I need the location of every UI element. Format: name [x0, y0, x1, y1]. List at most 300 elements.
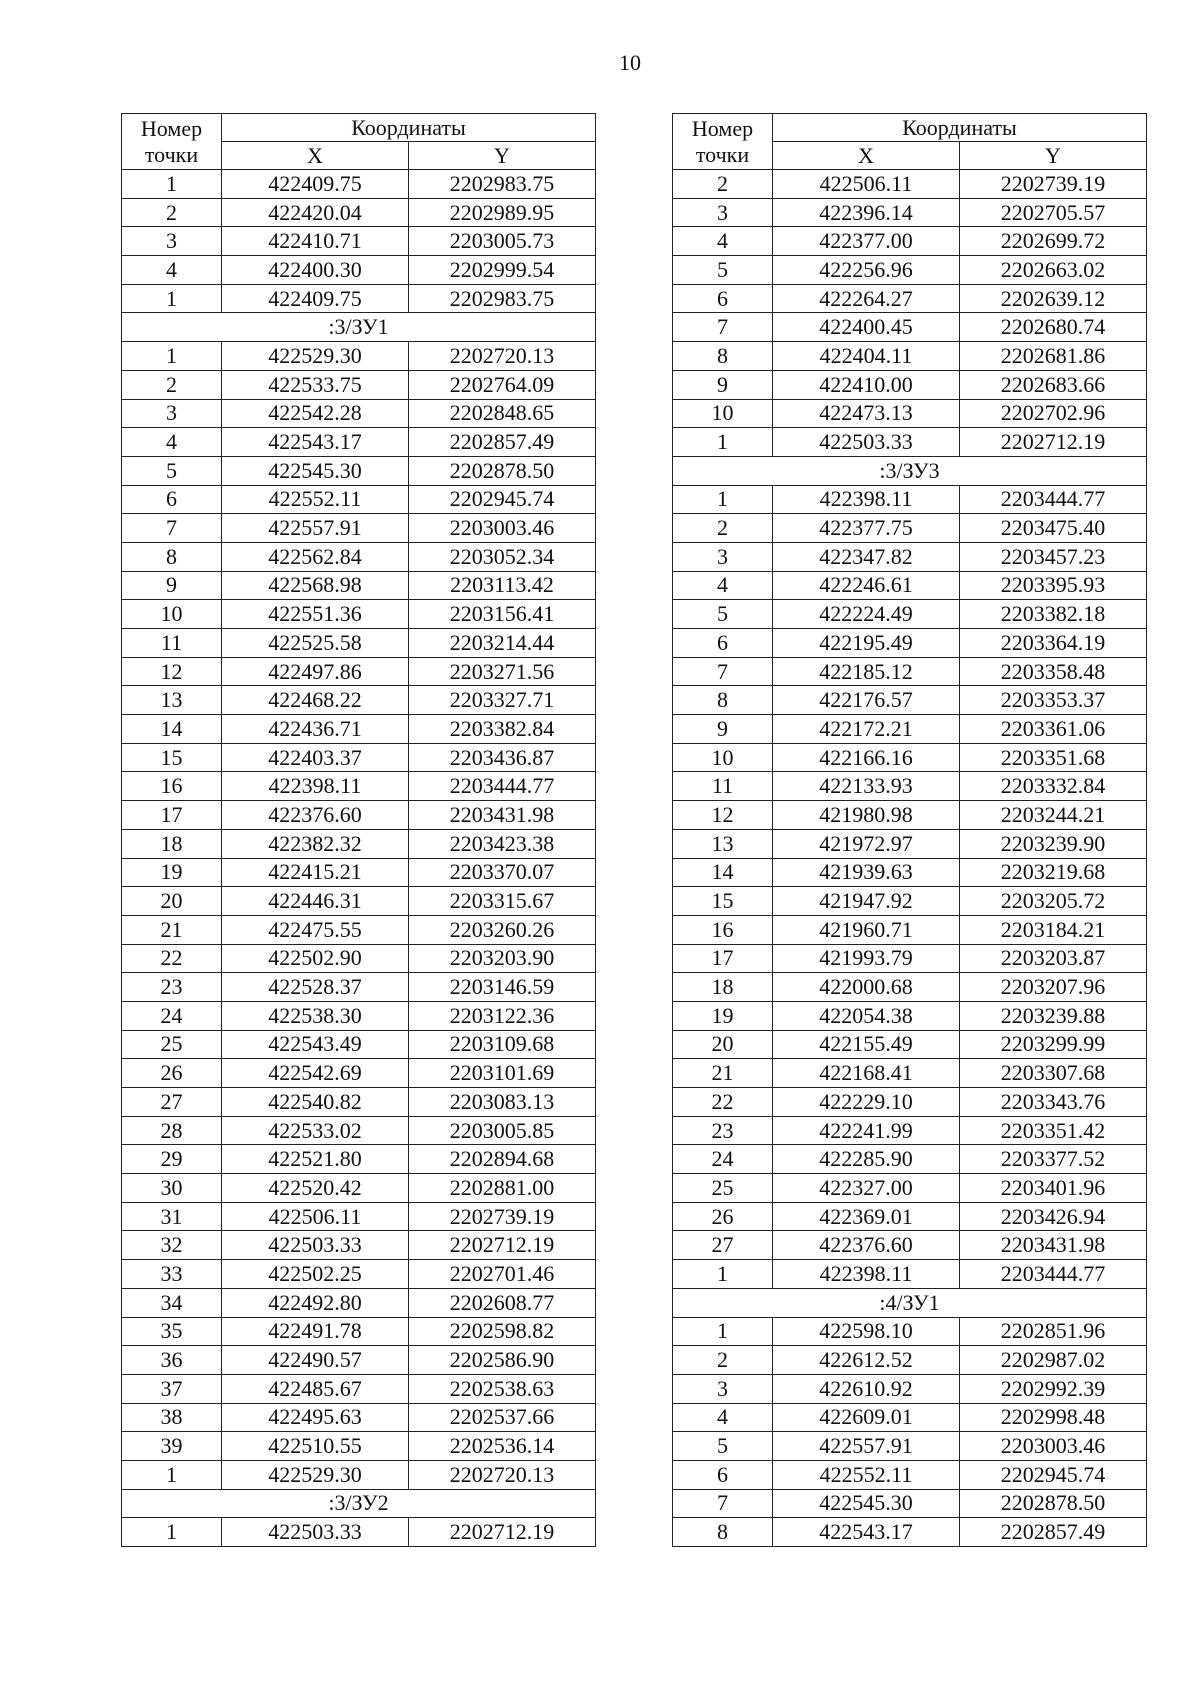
- table-row: [673, 1260, 1147, 1289]
- y-coordinate-cell: 2203003.46: [960, 1432, 1147, 1461]
- x-coordinate-cell: 422502.90: [222, 944, 409, 973]
- y-coordinate-cell: 2203005.73: [409, 227, 596, 256]
- table-row: [122, 542, 596, 571]
- x-coordinate-cell: 422612.52: [773, 1346, 960, 1375]
- y-coordinate-cell: 2203475.40: [960, 514, 1147, 543]
- y-coordinate-cell: 2202998.48: [960, 1403, 1147, 1432]
- table-row: [122, 456, 596, 485]
- y-coordinate-cell: 2202702.96: [960, 399, 1147, 428]
- table-row: [122, 342, 596, 371]
- x-coordinate-cell: 422446.31: [222, 887, 409, 916]
- point-number-cell: 17: [122, 801, 222, 830]
- point-number-cell: 3: [673, 1374, 773, 1403]
- y-coordinate-cell: 2203457.23: [960, 542, 1147, 571]
- x-coordinate-cell: 422377.00: [773, 227, 960, 256]
- y-coordinate-cell: 2202739.19: [960, 170, 1147, 199]
- point-number-cell: 4: [673, 571, 773, 600]
- x-coordinate-cell: 422409.75: [222, 284, 409, 313]
- y-coordinate-cell: 2202720.13: [409, 1460, 596, 1489]
- table-row: [673, 370, 1147, 399]
- x-coordinate-cell: 422420.04: [222, 198, 409, 227]
- y-header: Y: [960, 142, 1147, 170]
- table-row: [673, 1346, 1147, 1375]
- x-coordinate-cell: 422172.21: [773, 715, 960, 744]
- x-coordinate-cell: 422557.91: [773, 1432, 960, 1461]
- point-number-cell: 14: [673, 858, 773, 887]
- table-row: [673, 1374, 1147, 1403]
- y-coordinate-cell: 2202701.46: [409, 1260, 596, 1289]
- table-row: [673, 1403, 1147, 1432]
- x-coordinate-cell: 422347.82: [773, 542, 960, 571]
- point-number-cell: 37: [122, 1374, 222, 1403]
- point-number-cell: 25: [673, 1174, 773, 1203]
- y-coordinate-cell: 2203214.44: [409, 629, 596, 658]
- point-number-cell: 4: [673, 1403, 773, 1432]
- table-row: [122, 1403, 596, 1432]
- x-coordinate-cell: 422473.13: [773, 399, 960, 428]
- coordinates-header: Координаты: [222, 114, 596, 142]
- section-label: :4/ЗУ1: [673, 1288, 1147, 1317]
- y-coordinate-cell: 2203239.90: [960, 829, 1147, 858]
- table-row: [122, 858, 596, 887]
- x-coordinate-cell: 422195.49: [773, 629, 960, 658]
- y-coordinate-cell: 2203401.96: [960, 1174, 1147, 1203]
- x-coordinate-cell: 422054.38: [773, 1001, 960, 1030]
- point-number-cell: 28: [122, 1116, 222, 1145]
- table-row: [122, 657, 596, 686]
- point-number-cell: 18: [673, 973, 773, 1002]
- table-row: [122, 1001, 596, 1030]
- point-number-cell: 1: [673, 1260, 773, 1289]
- table-row: [673, 1059, 1147, 1088]
- table-row: [673, 342, 1147, 371]
- point-number-cell: 6: [673, 284, 773, 313]
- point-number-cell: 32: [122, 1231, 222, 1260]
- point-number-cell: 23: [122, 973, 222, 1002]
- table-row: [673, 284, 1147, 313]
- y-coordinate-cell: 2203377.52: [960, 1145, 1147, 1174]
- x-coordinate-cell: 422543.17: [773, 1518, 960, 1547]
- point-number-cell: 5: [673, 256, 773, 285]
- point-number-cell: 1: [673, 485, 773, 514]
- x-coordinate-cell: 422485.67: [222, 1374, 409, 1403]
- y-coordinate-cell: 2203184.21: [960, 915, 1147, 944]
- table-row: [673, 801, 1147, 830]
- table-row: [673, 514, 1147, 543]
- x-coordinate-cell: 422377.75: [773, 514, 960, 543]
- x-coordinate-cell: 421980.98: [773, 801, 960, 830]
- table-row: [673, 915, 1147, 944]
- table-row: [122, 256, 596, 285]
- x-coordinate-cell: 421993.79: [773, 944, 960, 973]
- point-number-cell: 8: [673, 342, 773, 371]
- table-row: [122, 1432, 596, 1461]
- point-number-cell: 1: [122, 1460, 222, 1489]
- y-coordinate-cell: 2203307.68: [960, 1059, 1147, 1088]
- point-number-cell: 36: [122, 1346, 222, 1375]
- point-number-cell: 7: [673, 1489, 773, 1518]
- point-number-cell: 19: [673, 1001, 773, 1030]
- x-coordinate-cell: 422000.68: [773, 973, 960, 1002]
- point-number-cell: 33: [122, 1260, 222, 1289]
- y-coordinate-cell: 2202598.82: [409, 1317, 596, 1346]
- x-coordinate-cell: 422529.30: [222, 1460, 409, 1489]
- x-coordinate-cell: 422598.10: [773, 1317, 960, 1346]
- point-number-header: [673, 114, 773, 170]
- y-coordinate-cell: 2203260.26: [409, 915, 596, 944]
- point-number-cell: 3: [122, 227, 222, 256]
- point-number-header-line1: Номер: [691, 115, 754, 141]
- x-coordinate-cell: 422540.82: [222, 1088, 409, 1117]
- table-row: [673, 829, 1147, 858]
- point-number-cell: 5: [673, 1432, 773, 1461]
- y-coordinate-cell: 2203351.42: [960, 1116, 1147, 1145]
- y-coordinate-cell: 2203207.96: [960, 973, 1147, 1002]
- point-number-header-line1: Номер: [140, 115, 203, 141]
- point-number-cell: 14: [122, 715, 222, 744]
- x-coordinate-cell: 422400.45: [773, 313, 960, 342]
- y-coordinate-cell: 2203431.98: [960, 1231, 1147, 1260]
- point-number-cell: 3: [122, 399, 222, 428]
- point-number-cell: 6: [673, 1460, 773, 1489]
- y-coordinate-cell: 2203052.34: [409, 542, 596, 571]
- x-coordinate-cell: 422490.57: [222, 1346, 409, 1375]
- x-coordinate-cell: 422404.11: [773, 342, 960, 371]
- point-number-cell: 7: [673, 313, 773, 342]
- y-coordinate-cell: 2202992.39: [960, 1374, 1147, 1403]
- point-number-cell: 21: [122, 915, 222, 944]
- table-body: [122, 170, 596, 1547]
- y-coordinate-cell: 2202999.54: [409, 256, 596, 285]
- table-row: [122, 1116, 596, 1145]
- table-row: [673, 170, 1147, 199]
- y-coordinate-cell: 2203370.07: [409, 858, 596, 887]
- x-coordinate-cell: 422502.25: [222, 1260, 409, 1289]
- section-label: :3/ЗУ2: [122, 1489, 596, 1518]
- table-row: [673, 629, 1147, 658]
- table-row: [673, 715, 1147, 744]
- y-coordinate-cell: 2202857.49: [960, 1518, 1147, 1547]
- x-coordinate-cell: 422398.11: [773, 485, 960, 514]
- x-coordinate-cell: 422545.30: [773, 1489, 960, 1518]
- table-row: [673, 743, 1147, 772]
- table-row: [122, 887, 596, 916]
- x-coordinate-cell: 422398.11: [222, 772, 409, 801]
- table-row: [122, 1518, 596, 1547]
- x-coordinate-cell: 422155.49: [773, 1030, 960, 1059]
- y-header: Y: [409, 142, 596, 170]
- y-coordinate-cell: 2202663.02: [960, 256, 1147, 285]
- y-coordinate-cell: 2203244.21: [960, 801, 1147, 830]
- point-number-cell: 1: [122, 1518, 222, 1547]
- y-coordinate-cell: 2203444.77: [960, 1260, 1147, 1289]
- y-coordinate-cell: 2202983.75: [409, 170, 596, 199]
- x-coordinate-cell: 422492.80: [222, 1288, 409, 1317]
- point-number-cell: 10: [673, 743, 773, 772]
- table-row: [673, 1116, 1147, 1145]
- table-row: [673, 198, 1147, 227]
- y-coordinate-cell: 2202945.74: [409, 485, 596, 514]
- x-coordinate-cell: 422369.01: [773, 1202, 960, 1231]
- point-number-cell: 19: [122, 858, 222, 887]
- point-number-cell: 34: [122, 1288, 222, 1317]
- y-coordinate-cell: 2203146.59: [409, 973, 596, 1002]
- table-row: [122, 1174, 596, 1203]
- page-number: 10: [619, 50, 641, 75]
- point-number-cell: 3: [673, 542, 773, 571]
- point-number-cell: 4: [122, 256, 222, 285]
- x-coordinate-cell: 422609.01: [773, 1403, 960, 1432]
- y-coordinate-cell: 2202989.95: [409, 198, 596, 227]
- table-row: [673, 858, 1147, 887]
- y-coordinate-cell: 2202878.50: [409, 456, 596, 485]
- y-coordinate-cell: 2203327.71: [409, 686, 596, 715]
- x-coordinate-cell: 422185.12: [773, 657, 960, 686]
- point-number-cell: 2: [673, 514, 773, 543]
- y-coordinate-cell: 2203315.67: [409, 887, 596, 916]
- table-row: [122, 915, 596, 944]
- point-number-cell: 2: [122, 198, 222, 227]
- x-coordinate-cell: 422520.42: [222, 1174, 409, 1203]
- y-coordinate-cell: 2203332.84: [960, 772, 1147, 801]
- point-number-header: [122, 114, 222, 170]
- y-coordinate-cell: 2203431.98: [409, 801, 596, 830]
- x-coordinate-cell: 422495.63: [222, 1403, 409, 1432]
- y-coordinate-cell: 2202881.00: [409, 1174, 596, 1203]
- point-number-cell: 22: [122, 944, 222, 973]
- table-row: [673, 944, 1147, 973]
- y-coordinate-cell: 2203156.41: [409, 600, 596, 629]
- point-number-cell: 9: [673, 370, 773, 399]
- point-number-cell: 13: [673, 829, 773, 858]
- table-row: [122, 1317, 596, 1346]
- table-row: [673, 227, 1147, 256]
- x-coordinate-cell: 422528.37: [222, 973, 409, 1002]
- y-coordinate-cell: 2202536.14: [409, 1432, 596, 1461]
- table-row: [673, 973, 1147, 1002]
- x-coordinate-cell: 422552.11: [773, 1460, 960, 1489]
- section-row: [122, 1489, 596, 1518]
- table-row: [122, 485, 596, 514]
- x-coordinate-cell: 422545.30: [222, 456, 409, 485]
- x-header: X: [773, 142, 960, 170]
- point-number-cell: 1: [122, 284, 222, 313]
- table-row: [122, 1346, 596, 1375]
- coordinates-table-left: [121, 113, 596, 1547]
- y-coordinate-cell: 2202894.68: [409, 1145, 596, 1174]
- table-row: [122, 1030, 596, 1059]
- x-coordinate-cell: 422398.11: [773, 1260, 960, 1289]
- point-number-cell: 27: [673, 1231, 773, 1260]
- y-coordinate-cell: 2203358.48: [960, 657, 1147, 686]
- table-row: [673, 1460, 1147, 1489]
- point-number-cell: 18: [122, 829, 222, 858]
- point-number-cell: 3: [673, 198, 773, 227]
- table-row: [673, 1030, 1147, 1059]
- y-coordinate-cell: 2202537.66: [409, 1403, 596, 1432]
- x-coordinate-cell: 421947.92: [773, 887, 960, 916]
- point-number-cell: 4: [673, 227, 773, 256]
- table-row: [673, 686, 1147, 715]
- y-coordinate-cell: 2203436.87: [409, 743, 596, 772]
- table-body: [673, 170, 1147, 1547]
- y-coordinate-cell: 2202712.19: [409, 1231, 596, 1260]
- coordinates-header: Координаты: [773, 114, 1147, 142]
- y-coordinate-cell: 2202848.65: [409, 399, 596, 428]
- x-coordinate-cell: 422538.30: [222, 1001, 409, 1030]
- point-number-cell: 1: [122, 170, 222, 199]
- x-header: X: [222, 142, 409, 170]
- x-coordinate-cell: 422503.33: [222, 1231, 409, 1260]
- coordinates-table-right: [672, 113, 1147, 1547]
- x-coordinate-cell: 422410.71: [222, 227, 409, 256]
- x-coordinate-cell: 422415.21: [222, 858, 409, 887]
- point-number-cell: 10: [673, 399, 773, 428]
- y-coordinate-cell: 2203205.72: [960, 887, 1147, 916]
- point-number-cell: 29: [122, 1145, 222, 1174]
- table-row: [673, 1202, 1147, 1231]
- x-coordinate-cell: 422327.00: [773, 1174, 960, 1203]
- y-coordinate-cell: 2203005.85: [409, 1116, 596, 1145]
- x-coordinate-cell: 422410.00: [773, 370, 960, 399]
- x-coordinate-cell: 422543.49: [222, 1030, 409, 1059]
- point-number-cell: 11: [673, 772, 773, 801]
- y-coordinate-cell: 2202720.13: [409, 342, 596, 371]
- point-number-cell: 16: [122, 772, 222, 801]
- point-number-cell: 2: [122, 370, 222, 399]
- table-row: [122, 1231, 596, 1260]
- section-row: [673, 1288, 1147, 1317]
- section-label: :3/ЗУ1: [122, 313, 596, 342]
- x-coordinate-cell: 422241.99: [773, 1116, 960, 1145]
- point-number-cell: 9: [673, 715, 773, 744]
- point-number-cell: 17: [673, 944, 773, 973]
- table-row: [122, 944, 596, 973]
- y-coordinate-cell: 2202857.49: [409, 428, 596, 457]
- point-number-cell: 4: [122, 428, 222, 457]
- x-coordinate-cell: 422133.93: [773, 772, 960, 801]
- y-coordinate-cell: 2202538.63: [409, 1374, 596, 1403]
- y-coordinate-cell: 2203113.42: [409, 571, 596, 600]
- y-coordinate-cell: 2203444.77: [409, 772, 596, 801]
- y-coordinate-cell: 2203101.69: [409, 1059, 596, 1088]
- y-coordinate-cell: 2202739.19: [409, 1202, 596, 1231]
- point-number-cell: 12: [122, 657, 222, 686]
- point-number-cell: 2: [673, 1346, 773, 1375]
- point-number-cell: 7: [673, 657, 773, 686]
- table-row: [122, 686, 596, 715]
- point-number-cell: 8: [673, 686, 773, 715]
- table-row: [673, 600, 1147, 629]
- section-label: :3/ЗУ3: [673, 456, 1147, 485]
- x-coordinate-cell: 422562.84: [222, 542, 409, 571]
- y-coordinate-cell: 2203109.68: [409, 1030, 596, 1059]
- x-coordinate-cell: 422176.57: [773, 686, 960, 715]
- y-coordinate-cell: 2203219.68: [960, 858, 1147, 887]
- x-coordinate-cell: 422246.61: [773, 571, 960, 600]
- x-coordinate-cell: 422497.86: [222, 657, 409, 686]
- point-number-cell: 23: [673, 1116, 773, 1145]
- x-coordinate-cell: 422409.75: [222, 170, 409, 199]
- point-number-cell: 11: [122, 629, 222, 658]
- table-row: [673, 1145, 1147, 1174]
- table-row: [122, 1202, 596, 1231]
- x-coordinate-cell: 422506.11: [773, 170, 960, 199]
- y-coordinate-cell: 2203351.68: [960, 743, 1147, 772]
- x-coordinate-cell: 422503.33: [222, 1518, 409, 1547]
- y-coordinate-cell: 2203122.36: [409, 1001, 596, 1030]
- y-coordinate-cell: 2202945.74: [960, 1460, 1147, 1489]
- x-coordinate-cell: 422568.98: [222, 571, 409, 600]
- table-row: [673, 1432, 1147, 1461]
- point-number-cell: 8: [122, 542, 222, 571]
- point-number-cell: 21: [673, 1059, 773, 1088]
- point-number-cell: 6: [673, 629, 773, 658]
- y-coordinate-cell: 2202608.77: [409, 1288, 596, 1317]
- table-row: [122, 1288, 596, 1317]
- x-coordinate-cell: 422396.14: [773, 198, 960, 227]
- table-row: [122, 1260, 596, 1289]
- point-number-cell: 6: [122, 485, 222, 514]
- x-coordinate-cell: 422503.33: [773, 428, 960, 457]
- table-row: [122, 600, 596, 629]
- y-coordinate-cell: 2203361.06: [960, 715, 1147, 744]
- point-number-cell: 15: [122, 743, 222, 772]
- y-coordinate-cell: 2203203.87: [960, 944, 1147, 973]
- point-number-cell: 15: [673, 887, 773, 916]
- point-number-cell: 1: [673, 428, 773, 457]
- table-row: [122, 399, 596, 428]
- x-coordinate-cell: 422475.55: [222, 915, 409, 944]
- table-row: [673, 772, 1147, 801]
- table-row: [122, 227, 596, 256]
- y-coordinate-cell: 2203382.18: [960, 600, 1147, 629]
- x-coordinate-cell: 422491.78: [222, 1317, 409, 1346]
- table-row: [673, 1231, 1147, 1260]
- point-number-cell: 7: [122, 514, 222, 543]
- y-coordinate-cell: 2203003.46: [409, 514, 596, 543]
- x-coordinate-cell: 422382.32: [222, 829, 409, 858]
- x-coordinate-cell: 422521.80: [222, 1145, 409, 1174]
- y-coordinate-cell: 2203382.84: [409, 715, 596, 744]
- y-coordinate-cell: 2202683.66: [960, 370, 1147, 399]
- point-number-cell: 25: [122, 1030, 222, 1059]
- point-number-header-line2: точки: [144, 141, 199, 167]
- point-number-header-line2: точки: [695, 141, 750, 167]
- y-coordinate-cell: 2202878.50: [960, 1489, 1147, 1518]
- x-coordinate-cell: 422510.55: [222, 1432, 409, 1461]
- y-coordinate-cell: 2202851.96: [960, 1317, 1147, 1346]
- x-coordinate-cell: 422542.69: [222, 1059, 409, 1088]
- x-coordinate-cell: 422543.17: [222, 428, 409, 457]
- table-row: [122, 370, 596, 399]
- y-coordinate-cell: 2203271.56: [409, 657, 596, 686]
- table-row: [122, 829, 596, 858]
- point-number-cell: 20: [122, 887, 222, 916]
- point-number-cell: 27: [122, 1088, 222, 1117]
- x-coordinate-cell: 422376.60: [773, 1231, 960, 1260]
- y-coordinate-cell: 2202586.90: [409, 1346, 596, 1375]
- y-coordinate-cell: 2202983.75: [409, 284, 596, 313]
- y-coordinate-cell: 2202680.74: [960, 313, 1147, 342]
- y-coordinate-cell: 2202705.57: [960, 198, 1147, 227]
- x-coordinate-cell: 421972.97: [773, 829, 960, 858]
- table-row: [122, 629, 596, 658]
- point-number-cell: 1: [122, 342, 222, 371]
- x-coordinate-cell: 422436.71: [222, 715, 409, 744]
- table-row: [673, 1001, 1147, 1030]
- point-number-cell: 26: [122, 1059, 222, 1088]
